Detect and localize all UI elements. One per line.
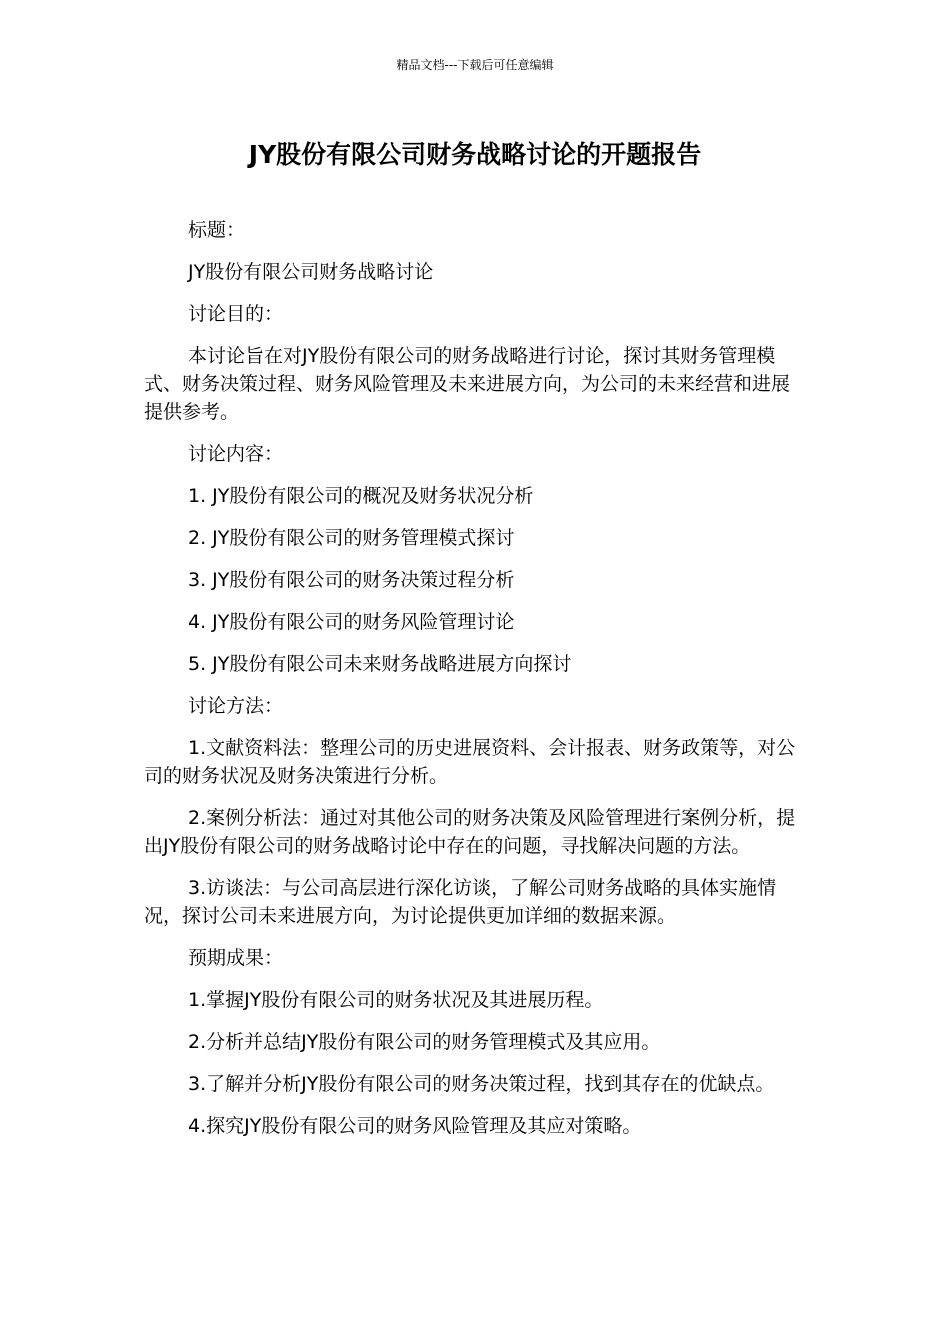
document-title: JY股份有限公司财务战略讨论的开题报告	[248, 140, 702, 169]
document-body	[144, 216, 802, 1154]
paragraph-outcome-4: 4.探究JY股份有限公司的财务风险管理及其应对策略。	[188, 1115, 642, 1137]
paragraph-content-item-2: 2. JY股份有限公司的财务管理模式探讨	[188, 527, 515, 549]
paragraph-content-item-5: 5. JY股份有限公司未来财务战略进展方向探讨	[188, 653, 572, 675]
paragraph-content-item-1: 1. JY股份有限公司的概况及财务状况分析	[188, 485, 534, 507]
paragraph-content-label: 讨论内容：	[188, 443, 284, 465]
paragraph-outcome-label: 预期成果：	[188, 947, 284, 969]
paragraph-outcome-2: 2.分析并总结JY股份有限公司的财务管理模式及其应用。	[188, 1031, 661, 1053]
paragraph-method-1: 1.文献资料法：整理公司的历史进展资料、会计报表、财务政策等，对公司的财务状况及财务决策进行分析。	[144, 737, 796, 787]
paragraph-content-item-3: 3. JY股份有限公司的财务决策过程分析	[188, 569, 515, 591]
paragraph-content-item-4: 4. JY股份有限公司的财务风险管理讨论	[188, 611, 515, 633]
paragraph-outcome-3: 3.了解并分析JY股份有限公司的财务决策过程，找到其存在的优缺点。	[188, 1073, 775, 1095]
paragraph-title-label: 标题：	[188, 219, 246, 241]
paragraph-purpose-text: 本讨论旨在对JY股份有限公司的财务战略进行讨论，探讨其财务管理模式、财务决策过程、财务风险管理及未来进展方向，为公司的未来经营和进展提供参考。	[144, 345, 791, 423]
paragraph-method-label: 讨论方法：	[188, 695, 284, 717]
paragraph-method-3: 3.访谈法：与公司高层进行深化访谈，了解公司财务战略的具体实施情况，探讨公司未来进展方向，为讨论提供更加详细的数据来源。	[144, 877, 777, 927]
paragraph-title-value: JY股份有限公司财务战略讨论	[188, 261, 434, 283]
page-header: 精品文档---下载后可任意编辑	[396, 58, 554, 72]
paragraph-method-2: 2.案例分析法：通过对其他公司的财务决策及风险管理进行案例分析，提出JY股份有限公司的财务战略讨论中存在的问题，寻找解决问题的方法。	[144, 807, 796, 857]
paragraph-purpose-label: 讨论目的：	[188, 303, 284, 325]
paragraph-outcome-1: 1.掌握JY股份有限公司的财务状况及其进展历程。	[188, 989, 604, 1011]
